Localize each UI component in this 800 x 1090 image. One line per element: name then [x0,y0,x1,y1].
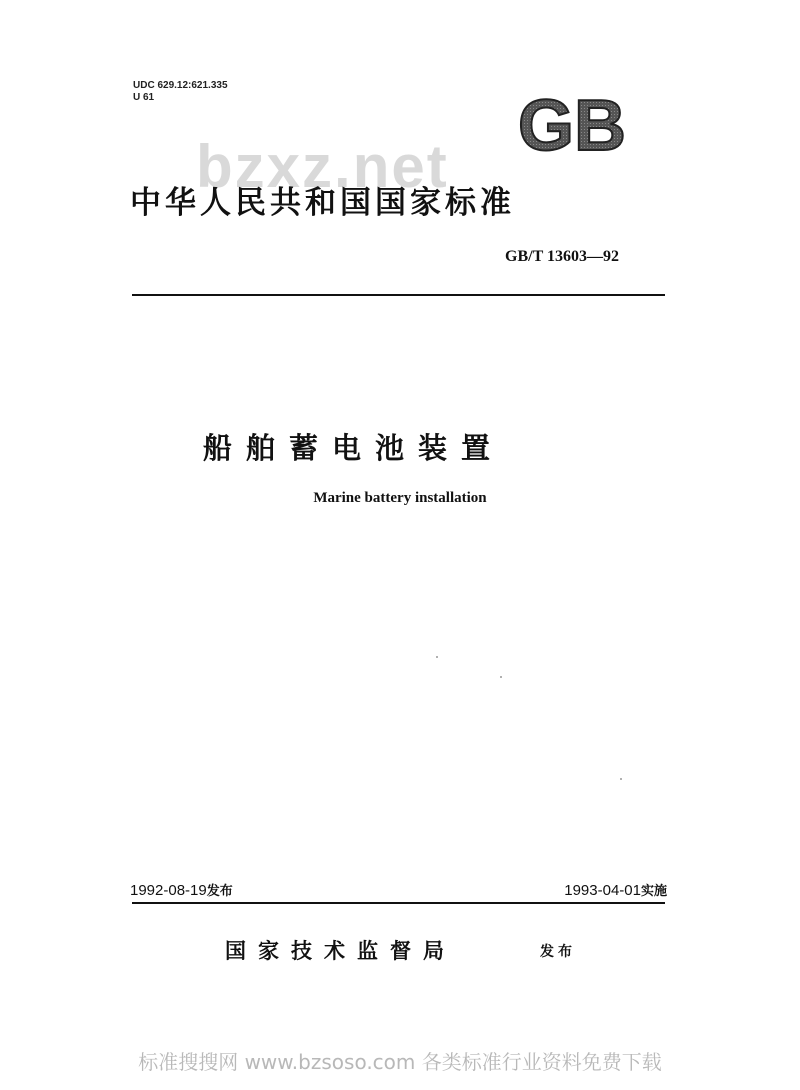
udc-code: UDC 629.12:621.335 [133,80,228,91]
publisher-label: 发布 [540,944,576,960]
scan-speck [500,676,502,678]
document-title-en: Marine battery installation [313,490,487,506]
standard-title: 中华人民共和国国家标准 [130,185,515,221]
publisher-name: 国家技术监督局 [225,938,456,963]
document-title-zh: 船舶蓄电池装置 [203,431,505,465]
class-code: U 61 [133,92,155,103]
issue-date-value: 1992-08-19 [130,882,207,899]
scan-speck [436,656,438,658]
issue-date [130,880,233,899]
scan-speck [620,778,622,780]
classification-block [133,80,228,104]
standard-code: GB/T 13603—92 [505,248,619,265]
watermark: bzxz.net [196,133,449,200]
header-divider [132,294,665,296]
gb-logo-icon [512,90,632,158]
effective-date-label: 实施 [640,884,667,899]
date-divider [132,902,665,904]
issue-date-label: 发布 [206,884,233,899]
effective-date [564,880,667,899]
gb-logo-text: GB [518,90,626,158]
footer-watermark: 标准搜搜网 www.bzsoso.com 各类标准行业资料免费下载 [138,1050,662,1074]
effective-date-value: 1993-04-01 [564,882,641,899]
gb-logo-svg [512,90,632,158]
